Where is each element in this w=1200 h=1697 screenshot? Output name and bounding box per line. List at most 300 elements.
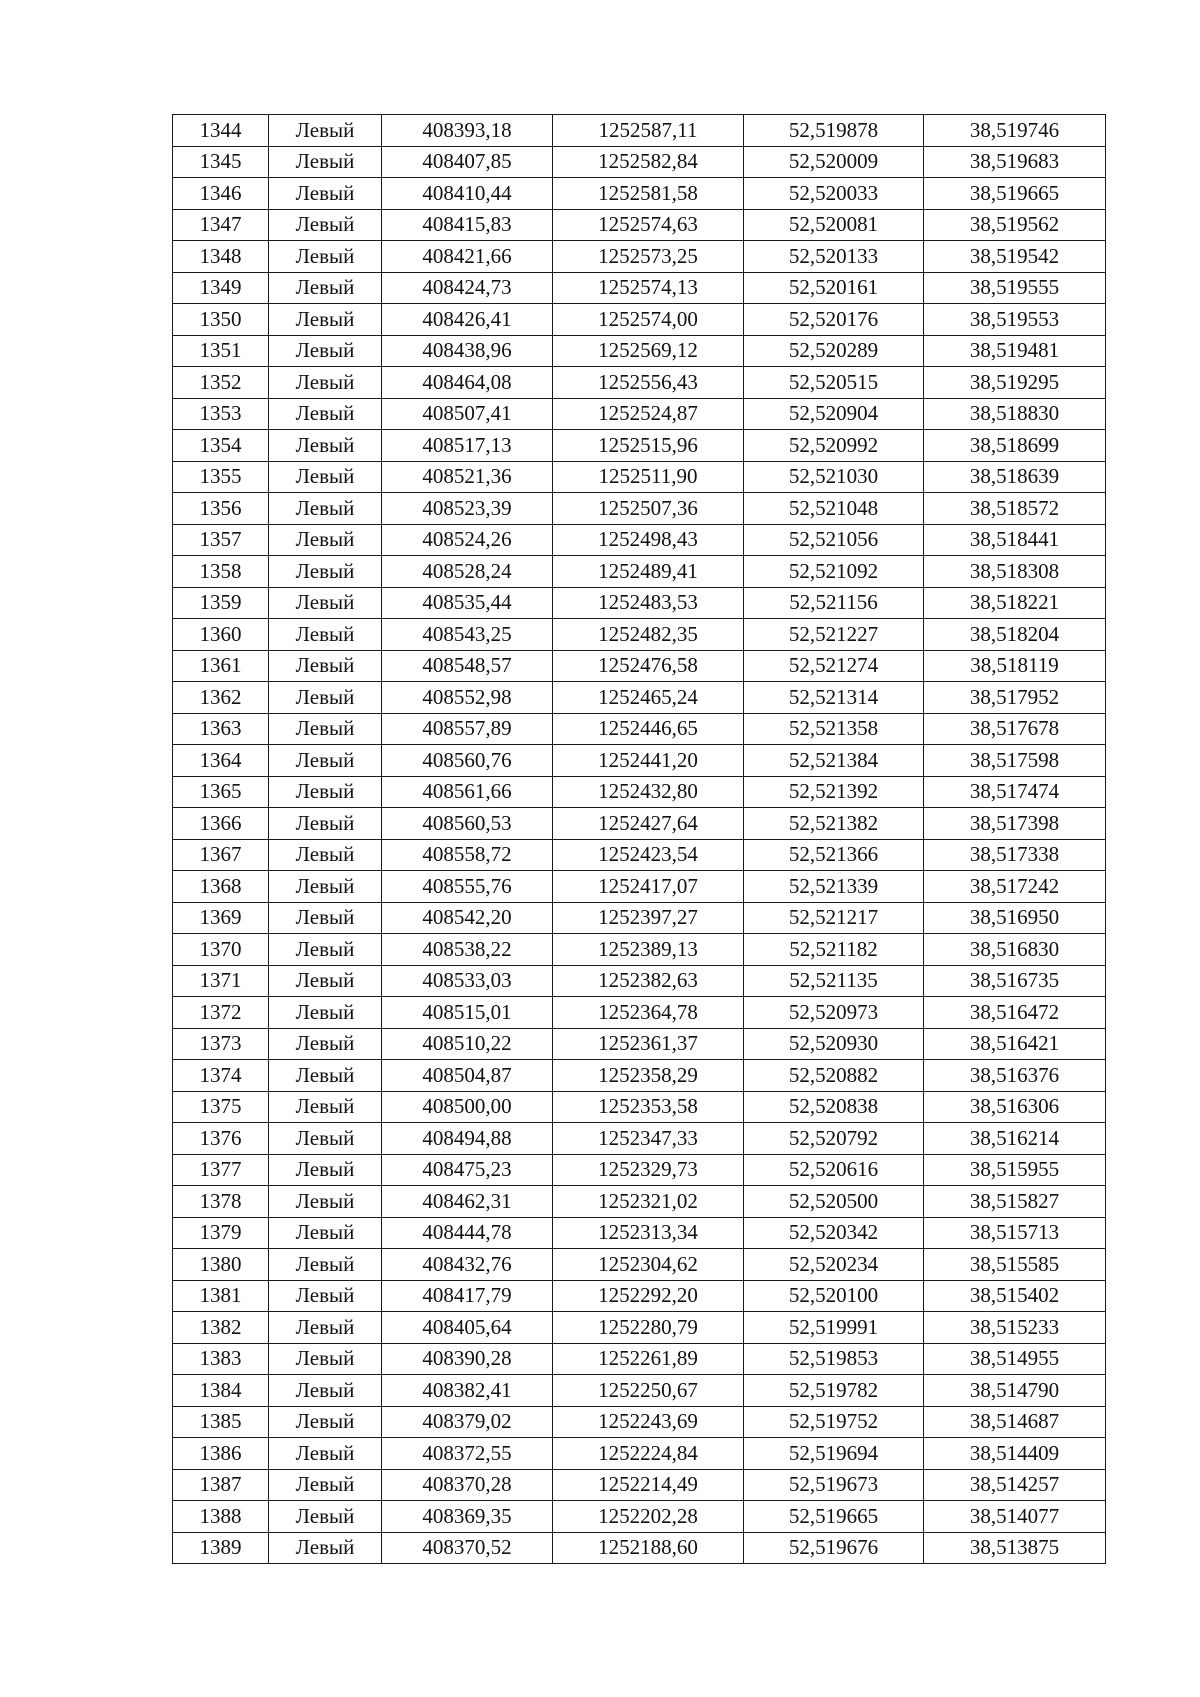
point-number-cell: 1371: [173, 965, 269, 997]
x-coordinate-cell: 408517,13: [382, 430, 553, 462]
y-coordinate-cell: 1252361,37: [553, 1028, 744, 1060]
y-coordinate-cell: 1252397,27: [553, 902, 744, 934]
latitude-cell: 52,521135: [744, 965, 924, 997]
point-number-cell: 1386: [173, 1438, 269, 1470]
x-coordinate-cell: 408523,39: [382, 493, 553, 525]
point-number-cell: 1349: [173, 272, 269, 304]
side-cell: Левый: [269, 1249, 382, 1281]
y-coordinate-cell: 1252243,69: [553, 1406, 744, 1438]
y-coordinate-cell: 1252347,33: [553, 1123, 744, 1155]
point-number-cell: 1378: [173, 1186, 269, 1218]
table-row: [173, 241, 1106, 273]
latitude-cell: 52,521048: [744, 493, 924, 525]
table-row: [173, 461, 1106, 493]
longitude-cell: 38,514257: [924, 1469, 1106, 1501]
y-coordinate-cell: 1252188,60: [553, 1532, 744, 1564]
table-row: [173, 1217, 1106, 1249]
side-cell: Левый: [269, 493, 382, 525]
latitude-cell: 52,519782: [744, 1375, 924, 1407]
table-row: [173, 524, 1106, 556]
point-number-cell: 1357: [173, 524, 269, 556]
point-number-cell: 1380: [173, 1249, 269, 1281]
longitude-cell: 38,517952: [924, 682, 1106, 714]
side-cell: Левый: [269, 1343, 382, 1375]
side-cell: Левый: [269, 272, 382, 304]
longitude-cell: 38,518441: [924, 524, 1106, 556]
side-cell: Левый: [269, 1312, 382, 1344]
y-coordinate-cell: 1252515,96: [553, 430, 744, 462]
y-coordinate-cell: 1252224,84: [553, 1438, 744, 1470]
x-coordinate-cell: 408538,22: [382, 934, 553, 966]
y-coordinate-cell: 1252202,28: [553, 1501, 744, 1533]
table-row: [173, 272, 1106, 304]
x-coordinate-cell: 408542,20: [382, 902, 553, 934]
table-row: [173, 1154, 1106, 1186]
point-number-cell: 1377: [173, 1154, 269, 1186]
latitude-cell: 52,521156: [744, 587, 924, 619]
latitude-cell: 52,519878: [744, 115, 924, 147]
longitude-cell: 38,514955: [924, 1343, 1106, 1375]
table-row: [173, 587, 1106, 619]
latitude-cell: 52,521182: [744, 934, 924, 966]
latitude-cell: 52,520176: [744, 304, 924, 336]
longitude-cell: 38,514790: [924, 1375, 1106, 1407]
latitude-cell: 52,521092: [744, 556, 924, 588]
y-coordinate-cell: 1252250,67: [553, 1375, 744, 1407]
side-cell: Левый: [269, 146, 382, 178]
longitude-cell: 38,518830: [924, 398, 1106, 430]
table-row: [173, 335, 1106, 367]
longitude-cell: 38,518308: [924, 556, 1106, 588]
latitude-cell: 52,519676: [744, 1532, 924, 1564]
point-number-cell: 1382: [173, 1312, 269, 1344]
x-coordinate-cell: 408464,08: [382, 367, 553, 399]
point-number-cell: 1362: [173, 682, 269, 714]
y-coordinate-cell: 1252483,53: [553, 587, 744, 619]
longitude-cell: 38,514687: [924, 1406, 1106, 1438]
y-coordinate-cell: 1252321,02: [553, 1186, 744, 1218]
latitude-cell: 52,519665: [744, 1501, 924, 1533]
side-cell: Левый: [269, 1280, 382, 1312]
x-coordinate-cell: 408438,96: [382, 335, 553, 367]
x-coordinate-cell: 408555,76: [382, 871, 553, 903]
y-coordinate-cell: 1252432,80: [553, 776, 744, 808]
side-cell: Левый: [269, 776, 382, 808]
table-row: [173, 430, 1106, 462]
table-row: [173, 1028, 1106, 1060]
longitude-cell: 38,516421: [924, 1028, 1106, 1060]
latitude-cell: 52,520882: [744, 1060, 924, 1092]
table-row: [173, 556, 1106, 588]
latitude-cell: 52,520133: [744, 241, 924, 273]
x-coordinate-cell: 408462,31: [382, 1186, 553, 1218]
point-number-cell: 1381: [173, 1280, 269, 1312]
latitude-cell: 52,520930: [744, 1028, 924, 1060]
table-row: [173, 965, 1106, 997]
x-coordinate-cell: 408561,66: [382, 776, 553, 808]
x-coordinate-cell: 408407,85: [382, 146, 553, 178]
latitude-cell: 52,520838: [744, 1091, 924, 1123]
side-cell: Левый: [269, 682, 382, 714]
side-cell: Левый: [269, 650, 382, 682]
latitude-cell: 52,521358: [744, 713, 924, 745]
x-coordinate-cell: 408405,64: [382, 1312, 553, 1344]
longitude-cell: 38,515955: [924, 1154, 1106, 1186]
longitude-cell: 38,513875: [924, 1532, 1106, 1564]
point-number-cell: 1373: [173, 1028, 269, 1060]
y-coordinate-cell: 1252292,20: [553, 1280, 744, 1312]
y-coordinate-cell: 1252427,64: [553, 808, 744, 840]
side-cell: Левый: [269, 524, 382, 556]
side-cell: Левый: [269, 871, 382, 903]
point-number-cell: 1359: [173, 587, 269, 619]
side-cell: Левый: [269, 367, 382, 399]
y-coordinate-cell: 1252358,29: [553, 1060, 744, 1092]
latitude-cell: 52,520289: [744, 335, 924, 367]
side-cell: Левый: [269, 902, 382, 934]
table-row: [173, 146, 1106, 178]
side-cell: Левый: [269, 398, 382, 430]
longitude-cell: 38,517338: [924, 839, 1106, 871]
point-number-cell: 1388: [173, 1501, 269, 1533]
side-cell: Левый: [269, 1501, 382, 1533]
x-coordinate-cell: 408535,44: [382, 587, 553, 619]
y-coordinate-cell: 1252280,79: [553, 1312, 744, 1344]
side-cell: Левый: [269, 934, 382, 966]
latitude-cell: 52,521384: [744, 745, 924, 777]
x-coordinate-cell: 408426,41: [382, 304, 553, 336]
y-coordinate-cell: 1252581,58: [553, 178, 744, 210]
table-row: [173, 808, 1106, 840]
table-row: [173, 1343, 1106, 1375]
x-coordinate-cell: 408560,76: [382, 745, 553, 777]
point-number-cell: 1348: [173, 241, 269, 273]
x-coordinate-cell: 408500,00: [382, 1091, 553, 1123]
latitude-cell: 52,519991: [744, 1312, 924, 1344]
point-number-cell: 1354: [173, 430, 269, 462]
x-coordinate-cell: 408432,76: [382, 1249, 553, 1281]
latitude-cell: 52,520792: [744, 1123, 924, 1155]
latitude-cell: 52,521274: [744, 650, 924, 682]
side-cell: Левый: [269, 1186, 382, 1218]
table-row: [173, 1186, 1106, 1218]
y-coordinate-cell: 1252465,24: [553, 682, 744, 714]
x-coordinate-cell: 408548,57: [382, 650, 553, 682]
x-coordinate-cell: 408390,28: [382, 1343, 553, 1375]
y-coordinate-cell: 1252313,34: [553, 1217, 744, 1249]
point-number-cell: 1383: [173, 1343, 269, 1375]
side-cell: Левый: [269, 587, 382, 619]
point-number-cell: 1346: [173, 178, 269, 210]
x-coordinate-cell: 408543,25: [382, 619, 553, 651]
longitude-cell: 38,515585: [924, 1249, 1106, 1281]
latitude-cell: 52,520500: [744, 1186, 924, 1218]
table-row: [173, 839, 1106, 871]
table-row: [173, 367, 1106, 399]
latitude-cell: 52,520161: [744, 272, 924, 304]
point-number-cell: 1344: [173, 115, 269, 147]
point-number-cell: 1360: [173, 619, 269, 651]
table-row: [173, 398, 1106, 430]
y-coordinate-cell: 1252417,07: [553, 871, 744, 903]
longitude-cell: 38,518119: [924, 650, 1106, 682]
point-number-cell: 1350: [173, 304, 269, 336]
point-number-cell: 1389: [173, 1532, 269, 1564]
side-cell: Левый: [269, 209, 382, 241]
side-cell: Левый: [269, 1217, 382, 1249]
latitude-cell: 52,521217: [744, 902, 924, 934]
side-cell: Левый: [269, 997, 382, 1029]
table-row: [173, 650, 1106, 682]
table-row: [173, 1501, 1106, 1533]
longitude-cell: 38,519481: [924, 335, 1106, 367]
side-cell: Левый: [269, 1406, 382, 1438]
side-cell: Левый: [269, 745, 382, 777]
table-row: [173, 209, 1106, 241]
longitude-cell: 38,517474: [924, 776, 1106, 808]
longitude-cell: 38,515402: [924, 1280, 1106, 1312]
table-row: [173, 1091, 1106, 1123]
point-number-cell: 1375: [173, 1091, 269, 1123]
x-coordinate-cell: 408552,98: [382, 682, 553, 714]
point-number-cell: 1367: [173, 839, 269, 871]
longitude-cell: 38,516472: [924, 997, 1106, 1029]
y-coordinate-cell: 1252382,63: [553, 965, 744, 997]
side-cell: Левый: [269, 808, 382, 840]
longitude-cell: 38,517398: [924, 808, 1106, 840]
longitude-cell: 38,516950: [924, 902, 1106, 934]
y-coordinate-cell: 1252574,13: [553, 272, 744, 304]
table-row: [173, 1123, 1106, 1155]
point-number-cell: 1345: [173, 146, 269, 178]
side-cell: Левый: [269, 1154, 382, 1186]
y-coordinate-cell: 1252574,00: [553, 304, 744, 336]
point-number-cell: 1370: [173, 934, 269, 966]
table-row: [173, 713, 1106, 745]
latitude-cell: 52,521227: [744, 619, 924, 651]
longitude-cell: 38,519746: [924, 115, 1106, 147]
table-row: [173, 1532, 1106, 1564]
point-number-cell: 1356: [173, 493, 269, 525]
table-row: [173, 934, 1106, 966]
y-coordinate-cell: 1252507,36: [553, 493, 744, 525]
x-coordinate-cell: 408372,55: [382, 1438, 553, 1470]
latitude-cell: 52,519694: [744, 1438, 924, 1470]
longitude-cell: 38,515827: [924, 1186, 1106, 1218]
y-coordinate-cell: 1252364,78: [553, 997, 744, 1029]
y-coordinate-cell: 1252423,54: [553, 839, 744, 871]
y-coordinate-cell: 1252587,11: [553, 115, 744, 147]
x-coordinate-cell: 408558,72: [382, 839, 553, 871]
table-row: [173, 1438, 1106, 1470]
x-coordinate-cell: 408510,22: [382, 1028, 553, 1060]
table-row: [173, 745, 1106, 777]
latitude-cell: 52,521339: [744, 871, 924, 903]
longitude-cell: 38,519555: [924, 272, 1106, 304]
side-cell: Левый: [269, 1123, 382, 1155]
table-row: [173, 493, 1106, 525]
longitude-cell: 38,518204: [924, 619, 1106, 651]
side-cell: Левый: [269, 619, 382, 651]
latitude-cell: 52,520033: [744, 178, 924, 210]
side-cell: Левый: [269, 1469, 382, 1501]
latitude-cell: 52,520009: [744, 146, 924, 178]
side-cell: Левый: [269, 335, 382, 367]
y-coordinate-cell: 1252261,89: [553, 1343, 744, 1375]
longitude-cell: 38,516735: [924, 965, 1106, 997]
table-row: [173, 902, 1106, 934]
latitude-cell: 52,521030: [744, 461, 924, 493]
point-number-cell: 1351: [173, 335, 269, 367]
x-coordinate-cell: 408557,89: [382, 713, 553, 745]
point-number-cell: 1353: [173, 398, 269, 430]
side-cell: Левый: [269, 115, 382, 147]
point-number-cell: 1384: [173, 1375, 269, 1407]
point-number-cell: 1379: [173, 1217, 269, 1249]
side-cell: Левый: [269, 556, 382, 588]
x-coordinate-cell: 408528,24: [382, 556, 553, 588]
table-row: [173, 776, 1106, 808]
latitude-cell: 52,521314: [744, 682, 924, 714]
point-number-cell: 1376: [173, 1123, 269, 1155]
latitude-cell: 52,520616: [744, 1154, 924, 1186]
x-coordinate-cell: 408370,52: [382, 1532, 553, 1564]
latitude-cell: 52,520904: [744, 398, 924, 430]
side-cell: Левый: [269, 241, 382, 273]
x-coordinate-cell: 408370,28: [382, 1469, 553, 1501]
latitude-cell: 52,520100: [744, 1280, 924, 1312]
longitude-cell: 38,516214: [924, 1123, 1106, 1155]
y-coordinate-cell: 1252511,90: [553, 461, 744, 493]
side-cell: Левый: [269, 178, 382, 210]
x-coordinate-cell: 408421,66: [382, 241, 553, 273]
y-coordinate-cell: 1252389,13: [553, 934, 744, 966]
longitude-cell: 38,517598: [924, 745, 1106, 777]
point-number-cell: 1363: [173, 713, 269, 745]
table-row: [173, 304, 1106, 336]
point-number-cell: 1358: [173, 556, 269, 588]
y-coordinate-cell: 1252353,58: [553, 1091, 744, 1123]
x-coordinate-cell: 408417,79: [382, 1280, 553, 1312]
side-cell: Левый: [269, 430, 382, 462]
table-row: [173, 1249, 1106, 1281]
side-cell: Левый: [269, 839, 382, 871]
x-coordinate-cell: 408415,83: [382, 209, 553, 241]
table-row: [173, 1375, 1106, 1407]
table-row: [173, 1280, 1106, 1312]
x-coordinate-cell: 408533,03: [382, 965, 553, 997]
longitude-cell: 38,519562: [924, 209, 1106, 241]
side-cell: Левый: [269, 713, 382, 745]
table-row: [173, 1312, 1106, 1344]
latitude-cell: 52,520081: [744, 209, 924, 241]
table-row: [173, 1060, 1106, 1092]
table-row: [173, 682, 1106, 714]
longitude-cell: 38,518639: [924, 461, 1106, 493]
x-coordinate-cell: 408424,73: [382, 272, 553, 304]
longitude-cell: 38,517678: [924, 713, 1106, 745]
table-row: [173, 1469, 1106, 1501]
y-coordinate-cell: 1252482,35: [553, 619, 744, 651]
y-coordinate-cell: 1252446,65: [553, 713, 744, 745]
x-coordinate-cell: 408393,18: [382, 115, 553, 147]
point-number-cell: 1387: [173, 1469, 269, 1501]
longitude-cell: 38,515233: [924, 1312, 1106, 1344]
latitude-cell: 52,521056: [744, 524, 924, 556]
side-cell: Левый: [269, 965, 382, 997]
point-number-cell: 1361: [173, 650, 269, 682]
point-number-cell: 1385: [173, 1406, 269, 1438]
table-row: [173, 1406, 1106, 1438]
latitude-cell: 52,519752: [744, 1406, 924, 1438]
latitude-cell: 52,521366: [744, 839, 924, 871]
side-cell: Левый: [269, 461, 382, 493]
longitude-cell: 38,515713: [924, 1217, 1106, 1249]
point-number-cell: 1366: [173, 808, 269, 840]
latitude-cell: 52,519673: [744, 1469, 924, 1501]
y-coordinate-cell: 1252441,20: [553, 745, 744, 777]
latitude-cell: 52,520992: [744, 430, 924, 462]
x-coordinate-cell: 408382,41: [382, 1375, 553, 1407]
longitude-cell: 38,519683: [924, 146, 1106, 178]
longitude-cell: 38,519295: [924, 367, 1106, 399]
point-number-cell: 1364: [173, 745, 269, 777]
coordinates-table: [172, 114, 1106, 1564]
table-row: [173, 115, 1106, 147]
point-number-cell: 1347: [173, 209, 269, 241]
side-cell: Левый: [269, 304, 382, 336]
x-coordinate-cell: 408410,44: [382, 178, 553, 210]
point-number-cell: 1355: [173, 461, 269, 493]
side-cell: Левый: [269, 1532, 382, 1564]
y-coordinate-cell: 1252556,43: [553, 367, 744, 399]
point-number-cell: 1372: [173, 997, 269, 1029]
y-coordinate-cell: 1252573,25: [553, 241, 744, 273]
table-row: [173, 997, 1106, 1029]
point-number-cell: 1368: [173, 871, 269, 903]
longitude-cell: 38,519665: [924, 178, 1106, 210]
point-number-cell: 1365: [173, 776, 269, 808]
latitude-cell: 52,521382: [744, 808, 924, 840]
longitude-cell: 38,518572: [924, 493, 1106, 525]
table-row: [173, 871, 1106, 903]
x-coordinate-cell: 408379,02: [382, 1406, 553, 1438]
x-coordinate-cell: 408515,01: [382, 997, 553, 1029]
y-coordinate-cell: 1252569,12: [553, 335, 744, 367]
x-coordinate-cell: 408494,88: [382, 1123, 553, 1155]
y-coordinate-cell: 1252498,43: [553, 524, 744, 556]
y-coordinate-cell: 1252214,49: [553, 1469, 744, 1501]
table-row: [173, 619, 1106, 651]
longitude-cell: 38,517242: [924, 871, 1106, 903]
y-coordinate-cell: 1252574,63: [553, 209, 744, 241]
latitude-cell: 52,520234: [744, 1249, 924, 1281]
latitude-cell: 52,519853: [744, 1343, 924, 1375]
longitude-cell: 38,519542: [924, 241, 1106, 273]
side-cell: Левый: [269, 1091, 382, 1123]
longitude-cell: 38,516306: [924, 1091, 1106, 1123]
side-cell: Левый: [269, 1375, 382, 1407]
table-row: [173, 178, 1106, 210]
point-number-cell: 1352: [173, 367, 269, 399]
x-coordinate-cell: 408521,36: [382, 461, 553, 493]
longitude-cell: 38,516830: [924, 934, 1106, 966]
coordinates-table-body: [173, 115, 1106, 1564]
x-coordinate-cell: 408475,23: [382, 1154, 553, 1186]
y-coordinate-cell: 1252329,73: [553, 1154, 744, 1186]
longitude-cell: 38,514077: [924, 1501, 1106, 1533]
longitude-cell: 38,514409: [924, 1438, 1106, 1470]
